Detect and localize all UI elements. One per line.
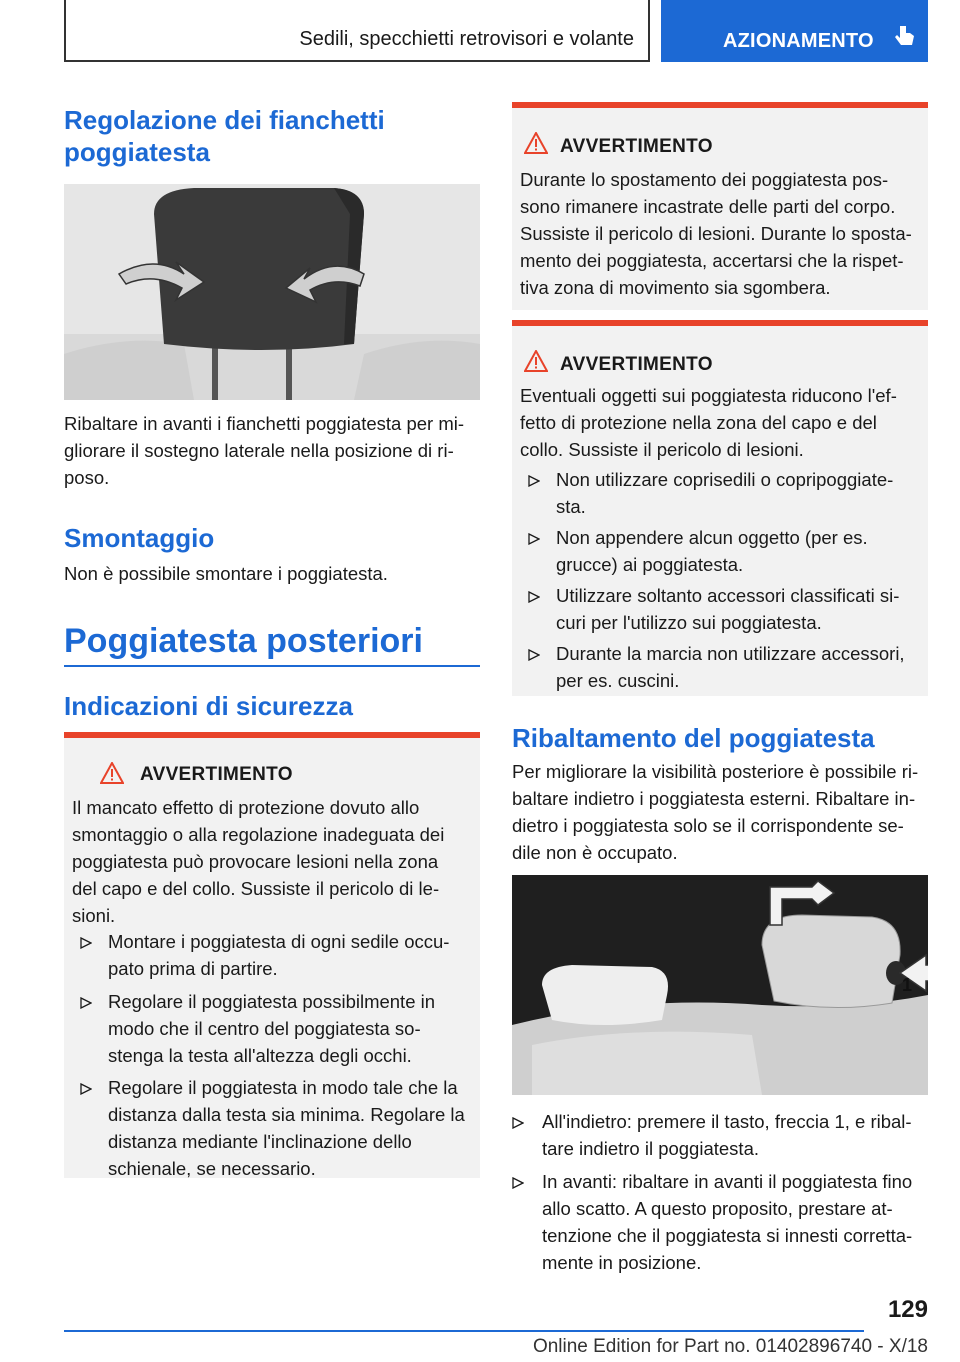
text-line: Durante lo spostamento dei poggiatesta pos-: [520, 169, 889, 190]
warning-box-left: [64, 732, 480, 1178]
header-chapter-title: AZIONAMENTO: [723, 30, 874, 52]
header-section: [64, 0, 650, 62]
heading-fianchetti: Regolazione dei fianchetti: [64, 105, 385, 135]
heading-ribaltamento: Ribaltamento del poggiatesta: [512, 723, 875, 753]
text-line: Regolare il poggiatesta in modo tale che la: [108, 1077, 458, 1098]
warning-triangle-icon: [524, 132, 548, 154]
warning-text: [72, 794, 444, 929]
bullet-triangle-icon: [528, 649, 540, 661]
warning-triangle-icon: [524, 350, 548, 372]
text-line: curi per l'utilizzo sui poggiatesta.: [556, 612, 822, 633]
text-line: tiva zona di movimento sia sgombera.: [520, 277, 831, 298]
text-line: gliorare il sostegno laterale nella posizione di ri-: [64, 440, 454, 461]
figure-label-1: 1: [902, 975, 913, 995]
text-line: smontaggio o alla regolazione inadeguata dei: [72, 824, 445, 845]
heading-underline: [64, 665, 480, 667]
heading-sicurezza: Indicazioni di sicurezza: [64, 691, 353, 721]
text-line: Durante la marcia non utilizzare accessori,: [556, 643, 905, 664]
text-line: poso.: [64, 467, 110, 488]
warning-box-right-1: [512, 102, 928, 310]
headrest-fold-image: [512, 875, 928, 1095]
warning-triangle-icon: [100, 762, 124, 784]
footer-rule: [64, 1330, 864, 1332]
warning-text: [520, 382, 897, 463]
text-line: tare indietro il poggiatesta.: [542, 1138, 759, 1159]
paragraph-ribaltamento: [512, 758, 918, 866]
text-line: distanza mediante l'inclinazione dello: [108, 1131, 412, 1152]
text-line: del capo e del collo. Sussiste il pericolo di le-: [72, 878, 440, 899]
paragraph-fianchetti: [64, 410, 464, 491]
warning-title: AVVERTIMENTO: [140, 764, 293, 785]
text-line: pato prima di partire.: [108, 958, 278, 979]
text-line: grucce) ai poggiatesta.: [556, 554, 744, 575]
text-line: sono rimanere incastrate delle parti del corpo.: [520, 196, 896, 217]
text-line: dietro i poggiatesta solo se il corrispondente se-: [512, 815, 904, 836]
heading-fianchetti-2: poggiatesta: [64, 137, 210, 167]
text-line: fetto di protezione nella zona del capo e del: [520, 412, 877, 433]
text-line: Il mancato effetto di protezione dovuto allo: [72, 797, 420, 818]
text-line: allo scatto. A questo proposito, prestare at-: [542, 1198, 893, 1219]
text-line: sta.: [556, 496, 586, 517]
warning-text: [520, 166, 912, 301]
edition-note: Online Edition for Part no. 01402896740 - X/18: [532, 1336, 928, 1357]
text-line: distanza dalla testa sia minima. Regolare la: [108, 1104, 465, 1125]
headrest-side-image: [64, 184, 480, 400]
text-line: Non utilizzare coprisedili o copripoggiate-: [556, 469, 894, 490]
text-line: Non appendere alcun oggetto (per es.: [556, 527, 868, 548]
bullet-triangle-icon: [80, 1083, 92, 1095]
text-line: Utilizzare soltanto accessori classificati si-: [556, 585, 900, 606]
text-line: poggiatesta può provocare lesioni nella zona: [72, 851, 439, 872]
bullet-triangle-icon: [512, 1117, 524, 1129]
bullet-triangle-icon: [512, 1177, 524, 1189]
text-line: dile non è occupato.: [512, 842, 678, 863]
text-line: Montare i poggiatesta di ogni sedile occu-: [108, 931, 450, 952]
heading-posteriori: Poggiatesta posteriori: [64, 622, 423, 660]
page-number: 129: [887, 1296, 928, 1323]
header-chapter: [661, 0, 928, 62]
headrest-side-illustration: [64, 184, 480, 400]
text-line: Regolare il poggiatesta possibilmente in: [108, 991, 436, 1012]
header-section-title: Sedili, specchietti retrovisori e volante: [299, 28, 634, 50]
text-line: Eventuali oggetti sui poggiatesta riducono l'ef-: [520, 385, 897, 406]
headrest-fold-illustration: [512, 875, 928, 1095]
text-line: Per migliorare la visibilità posteriore è possibile ri-: [512, 761, 919, 782]
hand-pointer-icon: [894, 24, 916, 50]
bullet-triangle-icon: [528, 533, 540, 545]
text-line: All'indietro: premere il tasto, freccia 1, e ribal-: [542, 1111, 912, 1132]
heading-smontaggio: Smontaggio: [64, 523, 215, 553]
text-line: baltare indietro i poggiatesta esterni. Ribaltare in-: [512, 788, 916, 809]
text-line: stenga la testa all'altezza degli occhi.: [108, 1045, 412, 1066]
bullet-triangle-icon: [80, 937, 92, 949]
text-line: In avanti: ribaltare in avanti il poggiatesta fino: [542, 1171, 913, 1192]
text-line: mente in posizione.: [542, 1252, 702, 1273]
bullet-triangle-icon: [80, 997, 92, 1009]
text-line: modo che il centro del poggiatesta so-: [108, 1018, 421, 1039]
warning-title: AVVERTIMENTO: [560, 136, 713, 157]
text-line: collo. Sussiste il pericolo di lesioni.: [520, 439, 804, 460]
text-line: Sussiste il pericolo di lesioni. Durante lo sposta-: [520, 223, 912, 244]
warning-title: AVVERTIMENTO: [560, 354, 713, 375]
bullet-triangle-icon: [528, 591, 540, 603]
text-line: schienale, se necessario.: [108, 1158, 316, 1179]
text-line: Ribaltare in avanti i fianchetti poggiatesta per mi-: [64, 413, 465, 434]
text-line: sioni.: [72, 905, 116, 926]
warning-box-right-2: [512, 320, 928, 696]
text-line: per es. cuscini.: [556, 670, 680, 691]
paragraph-smontaggio: Non è possibile smontare i poggiatesta.: [64, 563, 388, 584]
text-line: tenzione che il poggiatesta si innesti corretta-: [542, 1225, 913, 1246]
bullet-triangle-icon: [528, 475, 540, 487]
text-line: mento dei poggiatesta, accertarsi che la rispet-: [520, 250, 904, 271]
